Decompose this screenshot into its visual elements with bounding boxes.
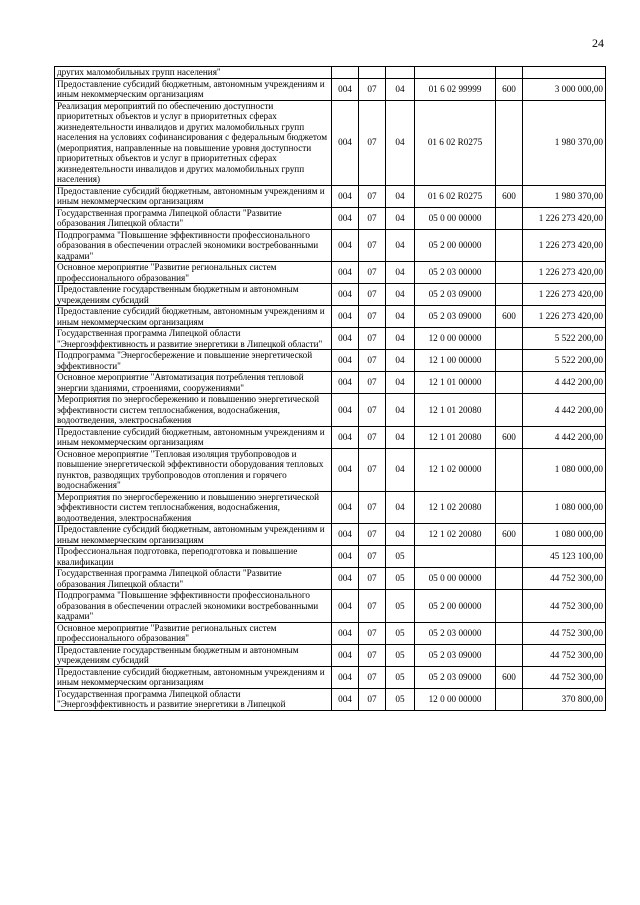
subsection-code-cell: 05 (386, 622, 415, 644)
subsection-code-cell: 05 (386, 568, 415, 590)
budget-table-body (55, 67, 606, 711)
section-code-cell: 07 (359, 491, 386, 524)
amount-cell: 4 442 200,00 (523, 372, 606, 394)
target-item-code-cell (415, 67, 496, 79)
row-name-cell: Основное мероприятие "Развитие региональных систем профессионального образования" (55, 622, 332, 644)
ministry-code-cell: 004 (332, 394, 359, 427)
target-item-code-cell: 12 1 01 20080 (415, 394, 496, 427)
target-item-code-cell: 12 0 00 00000 (415, 688, 496, 710)
target-item-code-cell: 05 2 00 00000 (415, 590, 496, 623)
subsection-code-cell: 04 (386, 207, 415, 229)
amount-cell: 1 226 273 420,00 (523, 207, 606, 229)
section-code-cell: 07 (359, 688, 386, 710)
section-code-cell: 07 (359, 229, 386, 262)
subsection-code-cell: 05 (386, 644, 415, 666)
table-row (55, 185, 606, 207)
table-row (55, 328, 606, 350)
table-row (55, 590, 606, 623)
subsection-code-cell: 04 (386, 284, 415, 306)
ministry-code-cell: 004 (332, 328, 359, 350)
expense-type-code-cell: 600 (496, 426, 523, 448)
ministry-code-cell: 004 (332, 568, 359, 590)
ministry-code-cell: 004 (332, 306, 359, 328)
row-name-cell: Основное мероприятие "Развитие региональных систем профессионального образования" (55, 262, 332, 284)
ministry-code-cell: 004 (332, 644, 359, 666)
table-row (55, 67, 606, 79)
target-item-code-cell: 12 1 00 00000 (415, 350, 496, 372)
amount-cell: 1 980 370,00 (523, 185, 606, 207)
amount-cell: 1 980 370,00 (523, 100, 606, 185)
expense-type-code-cell (496, 67, 523, 79)
target-item-code-cell: 01 6 02 R0275 (415, 100, 496, 185)
table-row (55, 284, 606, 306)
section-code-cell: 07 (359, 590, 386, 623)
section-code-cell: 07 (359, 262, 386, 284)
section-code-cell: 07 (359, 100, 386, 185)
row-name-cell: Мероприятия по энергосбережению и повышению энергетической эффективности систем теплоснабжения, водоснабжения, водоотведения, электроснабжения (55, 394, 332, 427)
row-name-cell: Предоставление субсидий бюджетным, автономным учреждениям и иным некоммерческим организациям (55, 185, 332, 207)
section-code-cell: 07 (359, 524, 386, 546)
expense-type-code-cell (496, 546, 523, 568)
subsection-code-cell: 05 (386, 590, 415, 623)
subsection-code-cell: 04 (386, 328, 415, 350)
ministry-code-cell: 004 (332, 284, 359, 306)
subsection-code-cell: 04 (386, 185, 415, 207)
page-number: 24 (592, 36, 604, 50)
subsection-code-cell: 04 (386, 229, 415, 262)
expense-type-code-cell (496, 207, 523, 229)
row-name-cell: Предоставление субсидий бюджетным, автономным учреждениям и иным некоммерческим организациям (55, 524, 332, 546)
subsection-code-cell (386, 67, 415, 79)
target-item-code-cell (415, 546, 496, 568)
section-code-cell: 07 (359, 306, 386, 328)
amount-cell: 44 752 300,00 (523, 666, 606, 688)
target-item-code-cell: 05 2 03 00000 (415, 622, 496, 644)
subsection-code-cell: 05 (386, 688, 415, 710)
table-row (55, 100, 606, 185)
row-name-cell: Предоставление государственным бюджетным и автономным учреждениям субсидий (55, 644, 332, 666)
amount-cell: 44 752 300,00 (523, 622, 606, 644)
section-code-cell: 07 (359, 394, 386, 427)
table-row (55, 262, 606, 284)
subsection-code-cell: 04 (386, 100, 415, 185)
expense-type-code-cell (496, 372, 523, 394)
ministry-code-cell: 004 (332, 688, 359, 710)
section-code-cell: 07 (359, 448, 386, 491)
row-name-cell: Предоставление субсидий бюджетным, автономным учреждениям и иным некоммерческим организациям (55, 666, 332, 688)
table-row (55, 207, 606, 229)
row-name-cell: Государственная программа Липецкой области "Развитие образования Липецкой области" (55, 207, 332, 229)
section-code-cell: 07 (359, 666, 386, 688)
subsection-code-cell: 04 (386, 78, 415, 100)
table-row (55, 546, 606, 568)
amount-cell: 44 752 300,00 (523, 568, 606, 590)
target-item-code-cell: 12 1 02 20080 (415, 524, 496, 546)
row-name-cell: Государственная программа Липецкой области "Энергоэффективность и развитие энергетики в Липецкой области" (55, 328, 332, 350)
amount-cell: 1 226 273 420,00 (523, 306, 606, 328)
expense-type-code-cell: 600 (496, 524, 523, 546)
table-row (55, 426, 606, 448)
target-item-code-cell: 05 2 03 09000 (415, 644, 496, 666)
amount-cell: 1 080 000,00 (523, 491, 606, 524)
target-item-code-cell: 01 6 02 R0275 (415, 185, 496, 207)
expense-type-code-cell (496, 568, 523, 590)
ministry-code-cell: 004 (332, 590, 359, 623)
table-row (55, 78, 606, 100)
row-name-cell: Основное мероприятие "Автоматизация потребления тепловой энергии зданиями, строениями, сооружениями" (55, 372, 332, 394)
expense-type-code-cell: 600 (496, 666, 523, 688)
table-row (55, 306, 606, 328)
expense-type-code-cell (496, 262, 523, 284)
row-name-cell: Предоставление субсидий бюджетным, автономным учреждениям и иным некоммерческим организациям (55, 78, 332, 100)
subsection-code-cell: 04 (386, 350, 415, 372)
row-name-cell: Предоставление субсидий бюджетным, автономным учреждениям и иным некоммерческим организациям (55, 306, 332, 328)
expense-type-code-cell: 600 (496, 306, 523, 328)
ministry-code-cell: 004 (332, 448, 359, 491)
target-item-code-cell: 05 2 03 00000 (415, 262, 496, 284)
row-name-cell: Реализация мероприятий по обеспечению доступности приоритетных объектов и услуг в приоритетных сферах жизнедеятельности инвалидов и других маломобильных групп населения на условиях софинансирования с федеральным бюджетом (мероприятия, направленные на повышение уровня доступности приоритетных объектов и услуг в приоритетных сферах жизнедеятельности инвалидов и других маломобильных групп населения) (55, 100, 332, 185)
amount-cell: 1 226 273 420,00 (523, 229, 606, 262)
section-code-cell: 07 (359, 622, 386, 644)
target-item-code-cell: 05 2 03 09000 (415, 306, 496, 328)
ministry-code-cell: 004 (332, 546, 359, 568)
amount-cell: 1 080 000,00 (523, 524, 606, 546)
target-item-code-cell: 12 1 01 00000 (415, 372, 496, 394)
table-row (55, 622, 606, 644)
section-code-cell: 07 (359, 568, 386, 590)
amount-cell: 1 226 273 420,00 (523, 284, 606, 306)
table-row (55, 350, 606, 372)
table-row (55, 394, 606, 427)
section-code-cell: 07 (359, 328, 386, 350)
target-item-code-cell: 12 1 02 00000 (415, 448, 496, 491)
ministry-code-cell: 004 (332, 491, 359, 524)
target-item-code-cell: 05 2 03 09000 (415, 666, 496, 688)
subsection-code-cell: 04 (386, 426, 415, 448)
section-code-cell (359, 67, 386, 79)
subsection-code-cell: 04 (386, 394, 415, 427)
expense-type-code-cell (496, 100, 523, 185)
section-code-cell: 07 (359, 546, 386, 568)
row-name-cell: Подпрограмма "Повышение эффективности профессионального образования в обеспечении отраслей экономики востребованными кадрами" (55, 229, 332, 262)
row-name-cell: Государственная программа Липецкой области "Энергоэффективность и развитие энергетики в Липецкой (55, 688, 332, 710)
ministry-code-cell: 004 (332, 207, 359, 229)
section-code-cell: 07 (359, 350, 386, 372)
row-name-cell: Мероприятия по энергосбережению и повышению энергетической эффективности систем теплоснабжения, водоснабжения, водоотведения, электроснабжения (55, 491, 332, 524)
row-name-cell: Подпрограмма "Повышение эффективности профессионального образования в обеспечении отраслей экономики востребованными кадрами" (55, 590, 332, 623)
table-row (55, 644, 606, 666)
expense-type-code-cell (496, 448, 523, 491)
row-name-cell: Подпрограмма "Энергосбережение и повышение энергетической эффективности" (55, 350, 332, 372)
expense-type-code-cell: 600 (496, 185, 523, 207)
expense-type-code-cell (496, 491, 523, 524)
table-row (55, 372, 606, 394)
table-row (55, 448, 606, 491)
section-code-cell: 07 (359, 372, 386, 394)
expense-type-code-cell (496, 350, 523, 372)
subsection-code-cell: 04 (386, 491, 415, 524)
subsection-code-cell: 04 (386, 262, 415, 284)
section-code-cell: 07 (359, 284, 386, 306)
amount-cell: 45 123 100,00 (523, 546, 606, 568)
target-item-code-cell: 05 0 00 00000 (415, 568, 496, 590)
amount-cell: 3 000 000,00 (523, 78, 606, 100)
ministry-code-cell (332, 67, 359, 79)
subsection-code-cell: 04 (386, 306, 415, 328)
row-name-cell: других маломобильных групп населения" (55, 67, 332, 79)
ministry-code-cell: 004 (332, 350, 359, 372)
ministry-code-cell: 004 (332, 262, 359, 284)
target-item-code-cell: 05 2 00 00000 (415, 229, 496, 262)
row-name-cell: Предоставление государственным бюджетным и автономным учреждениям субсидий (55, 284, 332, 306)
ministry-code-cell: 004 (332, 185, 359, 207)
amount-cell (523, 67, 606, 79)
subsection-code-cell: 05 (386, 546, 415, 568)
section-code-cell: 07 (359, 426, 386, 448)
subsection-code-cell: 05 (386, 666, 415, 688)
ministry-code-cell: 004 (332, 229, 359, 262)
table-row (55, 688, 606, 710)
amount-cell: 4 442 200,00 (523, 394, 606, 427)
section-code-cell: 07 (359, 207, 386, 229)
ministry-code-cell: 004 (332, 524, 359, 546)
table-row (55, 524, 606, 546)
section-code-cell: 07 (359, 78, 386, 100)
expense-type-code-cell (496, 284, 523, 306)
target-item-code-cell: 05 2 03 09000 (415, 284, 496, 306)
amount-cell: 4 442 200,00 (523, 426, 606, 448)
expense-type-code-cell (496, 688, 523, 710)
expense-type-code-cell (496, 394, 523, 427)
table-row (55, 229, 606, 262)
target-item-code-cell: 12 1 02 20080 (415, 491, 496, 524)
expense-type-code-cell: 600 (496, 78, 523, 100)
amount-cell: 5 522 200,00 (523, 350, 606, 372)
ministry-code-cell: 004 (332, 78, 359, 100)
expense-type-code-cell (496, 644, 523, 666)
ministry-code-cell: 004 (332, 666, 359, 688)
row-name-cell: Предоставление субсидий бюджетным, автономным учреждениям и иным некоммерческим организациям (55, 426, 332, 448)
table-row (55, 568, 606, 590)
amount-cell: 44 752 300,00 (523, 590, 606, 623)
ministry-code-cell: 004 (332, 426, 359, 448)
amount-cell: 44 752 300,00 (523, 644, 606, 666)
amount-cell: 5 522 200,00 (523, 328, 606, 350)
table-row (55, 666, 606, 688)
expense-type-code-cell (496, 229, 523, 262)
ministry-code-cell: 004 (332, 372, 359, 394)
expense-type-code-cell (496, 328, 523, 350)
subsection-code-cell: 04 (386, 524, 415, 546)
subsection-code-cell: 04 (386, 372, 415, 394)
target-item-code-cell: 01 6 02 99999 (415, 78, 496, 100)
subsection-code-cell: 04 (386, 448, 415, 491)
amount-cell: 1 226 273 420,00 (523, 262, 606, 284)
row-name-cell: Государственная программа Липецкой области "Развитие образования Липецкой области" (55, 568, 332, 590)
ministry-code-cell: 004 (332, 622, 359, 644)
row-name-cell: Профессиональная подготовка, переподготовка и повышение квалификации (55, 546, 332, 568)
amount-cell: 1 080 000,00 (523, 448, 606, 491)
expense-type-code-cell (496, 622, 523, 644)
amount-cell: 370 800,00 (523, 688, 606, 710)
ministry-code-cell: 004 (332, 100, 359, 185)
table-row (55, 491, 606, 524)
expense-type-code-cell (496, 590, 523, 623)
row-name-cell: Основное мероприятие "Тепловая изоляция трубопроводов и повышение энергетической эффективности оборудования тепловых пунктов, разводящих трубопроводов отопления и горячего водоснабжения" (55, 448, 332, 491)
section-code-cell: 07 (359, 644, 386, 666)
target-item-code-cell: 12 1 01 20080 (415, 426, 496, 448)
target-item-code-cell: 12 0 00 00000 (415, 328, 496, 350)
section-code-cell: 07 (359, 185, 386, 207)
target-item-code-cell: 05 0 00 00000 (415, 207, 496, 229)
budget-table (54, 66, 606, 711)
